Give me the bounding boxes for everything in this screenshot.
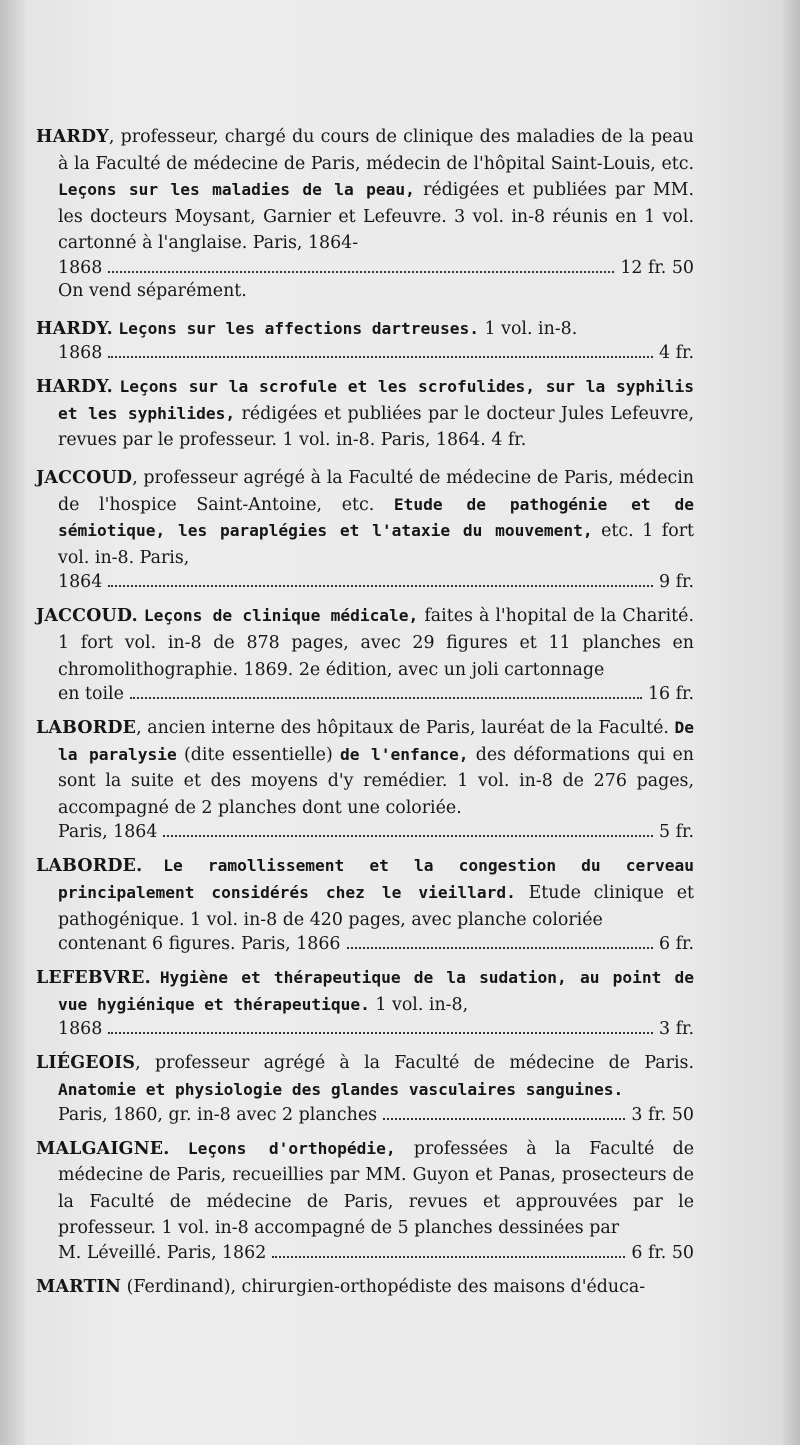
entry-subtitle: (dite essentielle) [176,744,341,765]
dot-leader [347,933,654,949]
entry-lefebvre-sudation [36,965,694,1039]
entry-price-line [36,1018,694,1039]
entry-price-line [36,1242,694,1263]
entry-text [36,965,694,1018]
entry-price-label: contenant 6 figures. Paris, 1866 [58,934,341,955]
entry-title-continued: de l'enfance, [340,744,469,764]
entry-price-label: 1868 [58,257,103,278]
entry-description: , professeur agrégé à la Faculté de médecine de Paris. [135,1053,694,1074]
entry-title: Leçons de clinique médicale, [143,606,419,626]
entry-text [36,1136,694,1242]
entry-text [36,1274,694,1301]
entry-price-line [36,1104,694,1125]
entry-details: rédigées et publiées par le docteur Jules Lefeuvre, revues par le professeur. 1 vol. in-8. Paris, 1864. 4 fr. [58,403,694,451]
entry-laborde-cerveau [36,853,694,954]
entry-price-line [36,933,694,954]
entry-description: , professeur, chargé du cours de clinique des maladies de la peau à la Faculté de médecine de Paris, médecin de l'hôpital Saint-Louis, etc. [58,127,694,174]
entry-price-line [36,342,694,363]
entry-price-label: en toile [58,684,124,705]
entry-author: LEFEBVRE. [36,968,151,989]
entry-title: Hygiène et thérapeutique de la sudation, au point de vue hygiénique et thérapeutique. [58,968,695,1014]
dot-leader [272,1242,625,1258]
dot-leader [108,571,653,587]
entry-jaccoud-clinique [36,603,694,704]
entry-description: , professeur agrégé à la Faculté de médecine de Paris, médecin de l'hospice Saint-Antoine, etc. [58,467,694,515]
entry-text [36,603,694,683]
entry-price-label: 1868 [58,343,103,364]
entry-note: On vend séparément. [58,280,247,301]
entry-author: HARDY [36,127,109,147]
entry-price: 6 fr. [659,934,694,955]
catalogue-listing [36,124,694,1312]
entry-text [36,715,694,821]
entry-details: 1 vol. in-8, [369,994,469,1015]
dot-leader [108,1018,653,1034]
entry-title: Leçons d'orthopédie, [187,1138,396,1158]
entry-author: MARTIN [36,1277,122,1297]
entry-text [36,853,694,933]
entry-title: De la paralysie [58,718,694,764]
dot-leader [108,257,614,273]
entry-price-label: 1864 [58,572,103,593]
entry-price: 9 fr. [659,572,694,593]
entry-price-label: Paris, 1864 [58,822,158,843]
entry-price: 3 fr. 50 [631,1104,694,1125]
entry-details: des déformations qui en sont la suite et des moyens d'y remédier. 1 vol. in-8 de 276 pages, accompagné de 2 planches dont une coloriée. [58,744,694,818]
dot-leader [163,821,653,837]
entry-price: 12 fr. 50 [620,257,694,278]
entry-details: rédigées et publiées par MM. les docteurs Moysant, Garnier et Lefeuvre. 3 vol. in-8 réunis en 1 vol. cartonné à l'anglaise. Paris, 1864- [58,180,694,254]
entry-author: LABORDE [36,718,137,739]
entry-details: faites à l'hopital de la Charité. 1 fort vol. in-8 de 878 pages, avec 29 figures et 11 planches en chromolithographie. 1869. 2e édition, avec un joli cartonnage [58,606,694,680]
entry-martin [36,1274,694,1301]
entry-malgaigne-orthopedie [36,1136,694,1263]
entry-details: etc. 1 fort vol. in-8. Paris, [58,521,695,568]
entry-author: HARDY. [36,318,113,339]
entry-jaccoud-pathogenie [36,465,694,592]
entry-author: LABORDE. [36,856,143,877]
entry-text [36,374,694,454]
entry-price-label: Paris, 1860, gr. in-8 avec 2 planches [58,1104,378,1125]
entry-price: 16 fr. [647,684,694,705]
entry-title: Anatomie et physiologie des glandes vasculaires sanguines. [58,1080,624,1100]
entry-price: 4 fr. [659,343,694,364]
entry-details: professées à la Faculté de médecine de Paris, recueillies par MM. Guyon et Panas, prosecteurs de la Faculté de médecine de Paris, revues et approuvées par le professeur. 1 vol. in-8 accompagné de 5 planches dessinées par [58,1138,694,1239]
entry-details: Etude clinique et pathogénique. 1 vol. in-8 de 420 pages, avec planche coloriée [58,883,694,930]
entry-text [36,1050,694,1103]
dot-leader [130,683,642,699]
entry-details: 1 vol. in-8. [479,318,578,339]
entry-price: 5 fr. [659,822,694,843]
entry-title: Le ramollissement et la congestion du cerveau principalement considérés chez le vieillard. [58,856,695,903]
entry-author: HARDY. [36,377,113,398]
entry-laborde-paralysie [36,715,694,842]
entry-description: , ancien interne des hôpitaux de Paris, lauréat de la Faculté. [136,718,675,739]
entry-price-line [36,821,694,842]
entry-liegeois-glandes [36,1050,694,1124]
entry-author: LIÉGEOIS [36,1053,136,1074]
entry-price: 6 fr. 50 [631,1243,694,1263]
entry-text [36,124,694,257]
entry-title: Leçons sur les affections dartreuses. [118,318,480,338]
entry-price-label: 1868 [58,1019,103,1040]
entry-title: Leçons sur la scrofule et les scrofulides, sur la syphilis et les syphilides, [58,377,694,423]
entry-text [36,465,694,571]
entry-details: (Ferdinand), chirurgien-orthopédiste des maisons d'éduca- [121,1277,646,1297]
entry-title: Leçons sur les maladies de la peau, [58,180,415,200]
entry-author: JACCOUD. [36,606,138,627]
entry-text [36,316,694,343]
dot-leader [383,1104,625,1120]
dot-leader [108,342,653,358]
entry-price-line [36,257,694,278]
entry-price-line [36,571,694,592]
entry-title: Etude de pathogénie et de sémiotique, les paraplégies et l'ataxie du mouvement, [58,494,694,541]
entry-hardy-dartreuses [36,316,694,364]
entry-author: JACCOUD [36,467,133,488]
entry-hardy-scrofule [36,374,694,454]
entry-author: MALGAIGNE. [36,1138,170,1159]
entry-price: 3 fr. [659,1019,694,1040]
entry-hardy-peau [36,124,694,305]
entry-price-label: M. Léveillé. Paris, 1862 [58,1243,267,1263]
entry-price-line [36,683,694,704]
